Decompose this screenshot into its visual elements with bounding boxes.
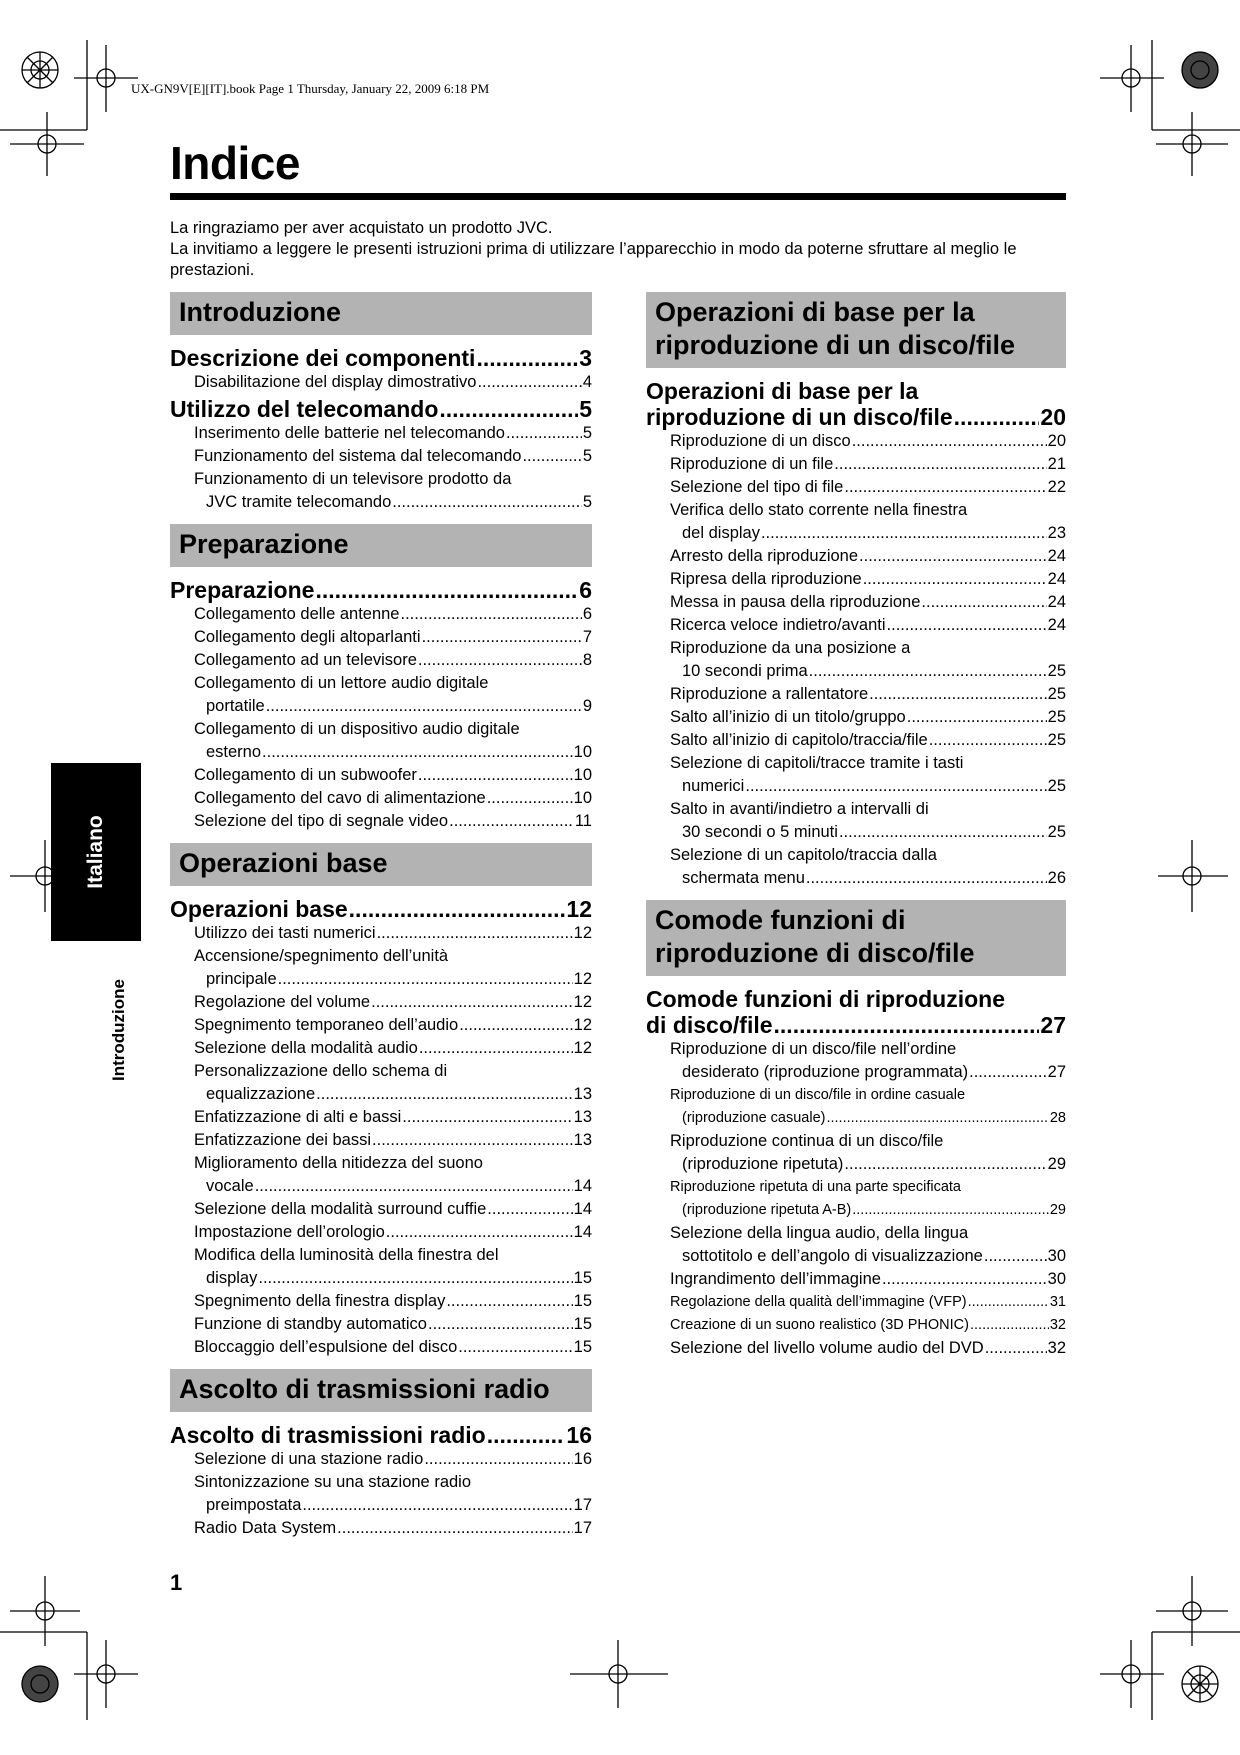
- print-file-header: UX-GN9V[E][IT].book Page 1 Thursday, January 22, 2009 6:18 PM: [131, 81, 490, 96]
- toc-entry[interactable]: Enfatizzazione di alti e bassi ..... 13: [170, 1106, 592, 1129]
- section-heading-operazioni-base: Operazioni base: [170, 843, 592, 886]
- toc-entry[interactable]: Selezione della modalità surround cuffie ..... 14: [170, 1198, 592, 1221]
- toc-entry[interactable]: Riproduzione di un disco ..... 20: [646, 430, 1066, 453]
- toc-entry[interactable]: Collegamento di un lettore audio digitale portatile ..... 9: [170, 672, 592, 718]
- toc-entry[interactable]: Bloccaggio dell’espulsione del disco ..... 15: [170, 1336, 592, 1359]
- toc-major-entry[interactable]: Comode funzioni di riproduzione di disco/file ..... 27: [646, 986, 1066, 1038]
- toc-entry[interactable]: Regolazione del volume ..... 12: [170, 991, 592, 1014]
- toc-entry[interactable]: Riproduzione di un file ..... 21: [646, 453, 1066, 476]
- sunburst-target-icon: [22, 52, 58, 88]
- toc-right-column: [646, 292, 1066, 1360]
- toc-entry[interactable]: Miglioramento della nitidezza del suono vocale ..... 14: [170, 1152, 592, 1198]
- toc-entry[interactable]: Utilizzo dei tasti numerici ..... 12: [170, 922, 592, 945]
- section-heading-radio: Ascolto di trasmissioni radio: [170, 1369, 592, 1412]
- section-heading-base-disco: Operazioni di base per la riproduzione di un disco/file: [646, 292, 1066, 368]
- toc-major-entry[interactable]: Preparazione ..... 6: [170, 577, 592, 603]
- toc-entry[interactable]: Regolazione della qualità dell’immagine (VFP) ..... 31: [646, 1291, 1066, 1314]
- toc-entry[interactable]: Selezione della modalità audio ..... 12: [170, 1037, 592, 1060]
- crosshair-target-icon: [74, 1640, 138, 1708]
- toc-major-entry[interactable]: Operazioni base ..... 12: [170, 896, 592, 922]
- crosshair-target-icon: [1156, 112, 1228, 176]
- toc-entry[interactable]: Riproduzione continua di un disco/file (riproduzione ripetuta) ..... 29: [646, 1130, 1066, 1176]
- toc-entry[interactable]: Riproduzione ripetuta di una parte specificata (riproduzione ripetuta A-B) ..... 29: [646, 1176, 1066, 1222]
- toc-entry[interactable]: Salto all’inizio di capitolo/traccia/file ..... 25: [646, 729, 1066, 752]
- crosshair-target-icon: [1100, 45, 1164, 112]
- page-title: Indice: [170, 137, 300, 189]
- sunburst-target-icon: [1182, 52, 1218, 88]
- sunburst-target-icon: [1182, 1666, 1218, 1702]
- toc-entry[interactable]: Modifica della luminosità della finestra del display ..... 15: [170, 1244, 592, 1290]
- crosshair-target-icon: [1156, 1576, 1228, 1646]
- intro-line: La invitiamo a leggere le presenti istruzioni prima di utilizzare l’apparecchio in modo da poterne sfruttare al meglio le prestazioni.: [170, 240, 1017, 279]
- crosshair-target-icon: [10, 1576, 80, 1646]
- toc-entry[interactable]: Selezione del tipo di file ..... 22: [646, 476, 1066, 499]
- toc-entry[interactable]: Ingrandimento dell’immagine ..... 30: [646, 1268, 1066, 1291]
- toc-entry[interactable]: Selezione di una stazione radio ..... 16: [170, 1448, 592, 1471]
- toc-entry[interactable]: Salto in avanti/indietro a intervalli di 30 secondi o 5 minuti ..... 25: [646, 798, 1066, 844]
- toc-major-entry[interactable]: Operazioni di base per la riproduzione di un disco/file ..... 20: [646, 378, 1066, 430]
- toc-entry[interactable]: Spegnimento temporaneo dell’audio ..... 12: [170, 1014, 592, 1037]
- toc-major-entry[interactable]: Ascolto di trasmissioni radio ..... 16: [170, 1422, 592, 1448]
- section-heading-comode: Comode funzioni di riproduzione di disco/file: [646, 900, 1066, 976]
- toc-entry[interactable]: Personalizzazione dello schema di equalizzazione ..... 13: [170, 1060, 592, 1106]
- toc-left-column: [170, 292, 592, 1540]
- toc-entry[interactable]: Collegamento delle antenne ..... 6: [170, 603, 592, 626]
- crosshair-target-icon: [1100, 1640, 1164, 1708]
- toc-entry[interactable]: Riproduzione a rallentatore ..... 25: [646, 683, 1066, 706]
- toc-major-entry[interactable]: Descrizione dei componenti ..... 3: [170, 345, 592, 371]
- toc-entry[interactable]: Selezione della lingua audio, della lingua sottotitolo e dell’angolo di visualizzazione ..... 30: [646, 1222, 1066, 1268]
- toc-entry[interactable]: Selezione del livello volume audio del DVD ..... 32: [646, 1337, 1066, 1360]
- toc-entry[interactable]: Sintonizzazione su una stazione radio preimpostata ..... 17: [170, 1471, 592, 1517]
- toc-entry[interactable]: Accensione/spegnimento dell’unità principale ..... 12: [170, 945, 592, 991]
- toc-entry[interactable]: Collegamento di un dispositivo audio digitale esterno ..... 10: [170, 718, 592, 764]
- sunburst-target-icon: [22, 1666, 58, 1702]
- toc-entry[interactable]: Funzionamento del sistema dal telecomando ..... 5: [170, 445, 592, 468]
- toc-entry[interactable]: Arresto della riproduzione ..... 24: [646, 545, 1066, 568]
- chapter-side-label: Introduzione: [109, 979, 128, 1081]
- toc-entry[interactable]: Funzione di standby automatico ..... 15: [170, 1313, 592, 1336]
- section-heading-introduzione: Introduzione: [170, 292, 592, 335]
- toc-entry[interactable]: Ricerca veloce indietro/avanti ..... 24: [646, 614, 1066, 637]
- toc-entry[interactable]: Creazione di un suono realistico (3D PHONIC) ..... 32: [646, 1314, 1066, 1337]
- crosshair-target-icon: [1158, 840, 1228, 912]
- title-rule: [170, 193, 1066, 200]
- language-tab: [51, 763, 141, 941]
- toc-entry[interactable]: Riproduzione da una posizione a 10 secondi prima ..... 25: [646, 637, 1066, 683]
- crosshair-target-icon: [10, 112, 84, 176]
- toc-entry[interactable]: Collegamento degli altoparlanti ..... 7: [170, 626, 592, 649]
- crosshair-target-icon: [570, 1640, 668, 1708]
- toc-entry[interactable]: Selezione del tipo di segnale video ..... 11: [170, 810, 592, 833]
- toc-entry[interactable]: Messa in pausa della riproduzione ..... 24: [646, 591, 1066, 614]
- toc-entry[interactable]: Collegamento ad un televisore ..... 8: [170, 649, 592, 672]
- toc-major-entry[interactable]: Utilizzo del telecomando ..... 5: [170, 396, 592, 422]
- toc-entry[interactable]: Radio Data System ..... 17: [170, 1517, 592, 1540]
- toc-entry[interactable]: Riproduzione di un disco/file nell’ordine desiderato (riproduzione programmata) ..... 27: [646, 1038, 1066, 1084]
- page-number: 1: [170, 1570, 183, 1595]
- toc-entry[interactable]: Verifica dello stato corrente nella finestra del display ..... 23: [646, 499, 1066, 545]
- toc-entry[interactable]: Collegamento di un subwoofer ..... 10: [170, 764, 592, 787]
- toc-entry[interactable]: Riproduzione di un disco/file in ordine casuale (riproduzione casuale) ..... 28: [646, 1084, 1066, 1130]
- section-heading-preparazione: Preparazione: [170, 524, 592, 567]
- toc-entry[interactable]: Impostazione dell’orologio ..... 14: [170, 1221, 592, 1244]
- toc-entry[interactable]: Selezione di capitoli/tracce tramite i tasti numerici ..... 25: [646, 752, 1066, 798]
- toc-entry[interactable]: Enfatizzazione dei bassi ..... 13: [170, 1129, 592, 1152]
- toc-entry[interactable]: Funzionamento di un televisore prodotto da JVC tramite telecomando ..... 5: [170, 468, 592, 514]
- language-tab-label: Italiano: [84, 815, 107, 889]
- intro-line: La ringraziamo per aver acquistato un prodotto JVC.: [170, 219, 553, 237]
- toc-entry[interactable]: Inserimento delle batterie nel telecomando ..... 5: [170, 422, 592, 445]
- toc-entry[interactable]: Disabilitazione del display dimostrativo ..... 4: [170, 371, 592, 394]
- toc-entry[interactable]: Ripresa della riproduzione ..... 24: [646, 568, 1066, 591]
- intro-text: [170, 218, 1070, 281]
- toc-entry[interactable]: Selezione di un capitolo/traccia dalla schermata menu ..... 26: [646, 844, 1066, 890]
- toc-entry[interactable]: Spegnimento della finestra display ..... 15: [170, 1290, 592, 1313]
- toc-entry[interactable]: Salto all’inizio di un titolo/gruppo ..... 25: [646, 706, 1066, 729]
- crosshair-target-icon: [74, 45, 138, 112]
- toc-entry[interactable]: Collegamento del cavo di alimentazione ..... 10: [170, 787, 592, 810]
